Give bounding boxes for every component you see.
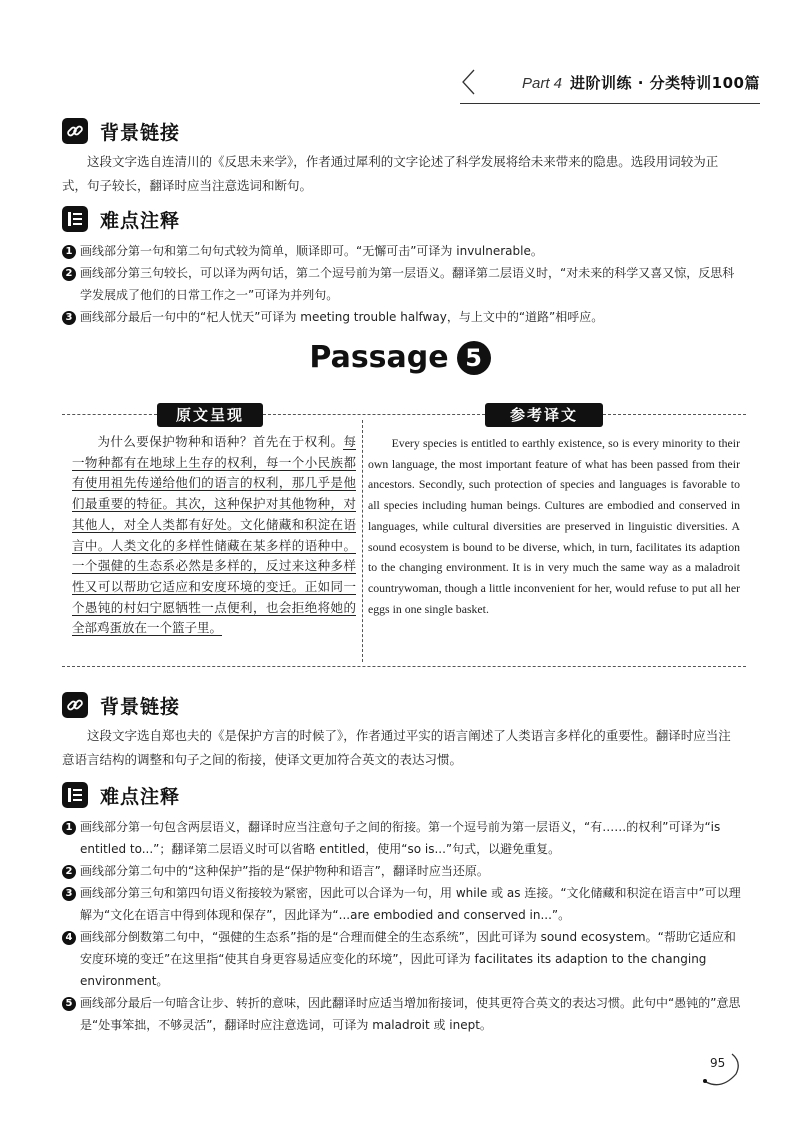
list-icon [62, 782, 88, 808]
notes-title-2: 难点注释 [100, 785, 181, 808]
background-heading-1 [62, 116, 180, 146]
page-number [702, 1050, 742, 1090]
english-translation-text: Every species is entitled to earthly existence, so is every minority to their own language, the most important feature of what has been passed from their ancestors. Secondly, such protection of species and languages is favorable to all species including human beings. Cultures are embodied and conserved in languages, while cultural diversities are preserved in linguistic diversities. A sound ecosystem is bound to be diverse, which, in turn, facilitates its adaption to the changing environment. It is in very much the same way as a maladroit countrywoman, though a little inconvenient for her, would refuse to put all her eggs in one single basket. [368, 436, 740, 616]
note-item [62, 926, 746, 992]
passage-title [0, 340, 800, 390]
divider-line [62, 414, 157, 415]
header-rule [460, 103, 760, 104]
note-number: 4 [62, 931, 76, 945]
note-text: 画线部分第一句包含两层语义，翻译时应当注意句子之间的衔接。第一个逗号前为第一层语义，“有……的权利”可译为“is entitled to...”；翻译第二层语义时可以省略 entitled，使用“so is...”句式，以避免重复。 [80, 820, 721, 856]
note-item [62, 816, 746, 860]
notes-title-1: 难点注释 [100, 209, 181, 232]
page-number-text: 95 [710, 1056, 726, 1070]
chevron-left-icon [460, 68, 478, 96]
background-text-1: 这段文字选自连清川的《反思未来学》，作者通过犀利的文字论述了科学发展将给未来带来的隐患。选段用词较为正式，句子较长，翻译时应当注意选词和断句。 [62, 154, 719, 193]
notes-heading-2 [62, 780, 180, 810]
note-text: 画线部分第一句和第二句句式较为简单，顺译即可。“无懈可击”可译为 invulnerable。 [80, 244, 543, 258]
note-number: 5 [62, 997, 76, 1011]
note-item [62, 860, 746, 882]
note-text: 画线部分第三句较长，可以译为两句话，第二个逗号前为第一层语义。翻译第二层语义时，“对未来的科学又喜又惊，反思科学发展成了他们的日常工作之一”可译为并列句。 [80, 266, 735, 302]
chinese-underlined: 每一物种都有在地球上生存的权利，每一个小民族都有使用祖先传递给他们的语言的权利，那几乎是他们最重要的特征。其次，这种保护对其他物种，对其他人，对全人类都有好处。文化储藏和积淀在语言中。人类文化的多样性储藏在某多样的语种中。一个强健的生态系必然是多样的，反过来这种多样性又可以帮助它适应和安度环境的变迁。正如同一个愚钝的村妇宁愿牺牲一点便利，也会拒绝将她的全部鸡蛋放在一个篮子里。 [72, 434, 356, 636]
note-text: 画线部分最后一句中的“杞人忧天”可译为 meeting trouble halfway，与上文中的“道路”相呼应。 [80, 310, 604, 324]
reference-translation-label: 参考译文 [485, 403, 603, 427]
note-number: 1 [62, 821, 76, 835]
note-item [62, 240, 746, 262]
header-part: Part 4 [522, 75, 563, 92]
background-title-1: 背景链接 [100, 121, 181, 144]
divider-line [62, 666, 746, 667]
column-divider [362, 420, 363, 662]
note-number: 3 [62, 887, 76, 901]
original-text-label: 原文呈现 [157, 403, 263, 427]
note-text: 画线部分第三句和第四句语义衔接较为紧密，因此可以合译为一句，用 while 或 as 连接。“文化储藏和积淀在语言中”可以理解为“文化在语言中得到体现和保存”，因此译为“...are embodied and conserved in...”。 [80, 886, 741, 922]
note-item [62, 306, 746, 328]
background-text-2: 这段文字选自郑也夫的《是保护方言的时候了》，作者通过平实的语言阐述了人类语言多样化的重要性。翻译时应当注意语言结构的调整和句子之间的衔接，使译文更加符合英文的表达习惯。 [62, 728, 731, 767]
background-heading-2 [62, 690, 180, 720]
passage-number: 5 [457, 341, 491, 375]
note-text: 画线部分最后一句暗含让步、转折的意味，因此翻译时应适当增加衔接词，使其更符合英文的表达习惯。此句中“愚钝的”意思是“处事笨拙，不够灵活”，翻译时应注意选词，可译为 maladroit 或 inept。 [80, 996, 741, 1032]
divider-line [263, 414, 485, 415]
note-number: 2 [62, 865, 76, 879]
note-item [62, 882, 746, 926]
link-icon [62, 118, 88, 144]
note-text: 画线部分第二句中的“这种保护”指的是“保护物种和语言”，翻译时应当还原。 [80, 864, 489, 878]
note-text: 画线部分倒数第二句中，“强健的生态系”指的是“合理而健全的生态系统”，因此可译为 sound ecosystem。“帮助它适应和安度环境的变迁”在这里指“使其自身更容易适应变化的环境”，因此可译为 facilitates its adaption to the changing environment。 [80, 930, 736, 988]
page-header [460, 62, 760, 104]
note-number: 2 [62, 267, 76, 281]
chinese-original-text [72, 432, 356, 639]
list-icon [62, 206, 88, 232]
divider-line [603, 414, 746, 415]
link-icon [62, 692, 88, 718]
notes-heading-1 [62, 204, 180, 234]
note-item [62, 992, 746, 1036]
note-number: 3 [62, 311, 76, 325]
note-item [62, 262, 746, 306]
note-number: 1 [62, 245, 76, 259]
chinese-intro: 为什么要保护物种和语种？首先在于权利。 [97, 434, 344, 449]
background-title-2: 背景链接 [100, 695, 181, 718]
header-title: 进阶训练 · 分类特训100篇 [570, 74, 760, 92]
passage-label: Passage [309, 340, 449, 375]
header-text [522, 72, 760, 93]
